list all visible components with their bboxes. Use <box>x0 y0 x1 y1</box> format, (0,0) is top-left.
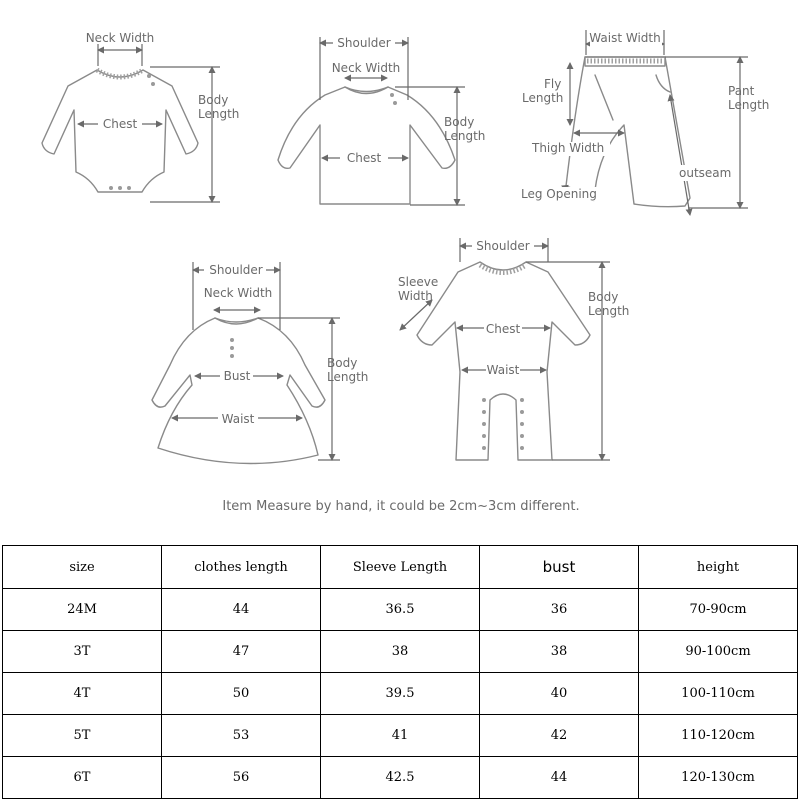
cell-sleeve-length: 36.5 <box>321 589 480 631</box>
romper-outline <box>417 262 590 460</box>
romper-body-label: Body <box>588 290 619 304</box>
pants-pant-label: Pant <box>728 84 755 98</box>
pants-pant-length-label: Length <box>728 98 770 112</box>
romper-diagram <box>398 238 629 460</box>
bodysuit-length-label: Length <box>198 107 240 121</box>
cell-clothes-length: 53 <box>162 715 321 757</box>
bodysuit-body-label: Body <box>198 93 229 107</box>
header-size: size <box>3 546 162 589</box>
romper-shoulder-label: Shoulder <box>476 239 530 253</box>
bodysuit-chest-label: Chest <box>102 117 138 131</box>
cell-height: 100-110cm <box>639 673 798 715</box>
top-chest-label: Chest <box>346 151 382 165</box>
cell-clothes-length: 47 <box>162 631 321 673</box>
pants-diagram <box>519 30 769 215</box>
table-row <box>3 631 798 673</box>
table-row <box>3 757 798 799</box>
dress-waist-label: Waist <box>221 412 255 426</box>
cell-size: 3T <box>3 631 162 673</box>
cell-size: 4T <box>3 673 162 715</box>
dress-shoulder-label: Shoulder <box>209 263 263 277</box>
top-body-label: Body <box>444 115 475 129</box>
bodysuit-diagram <box>42 31 239 202</box>
pants-waist-width-label: Waist Width <box>589 31 661 45</box>
top-shoulder-label: Shoulder <box>337 36 391 50</box>
pants-leg-opening-label: Leg Opening <box>521 187 597 201</box>
cell-sleeve-length: 41 <box>321 715 480 757</box>
cell-bust: 38 <box>480 631 639 673</box>
pants-outseam-label: outseam <box>679 166 732 180</box>
pants-fly-label: Fly <box>544 77 562 91</box>
cell-size: 6T <box>3 757 162 799</box>
pants-fly-length-label: Length <box>522 91 564 105</box>
header-clothes-length: clothes length <box>162 546 321 589</box>
cell-bust: 42 <box>480 715 639 757</box>
cell-clothes-length: 44 <box>162 589 321 631</box>
romper-waist-label: Waist <box>486 363 520 377</box>
cell-height: 120-130cm <box>639 757 798 799</box>
cell-sleeve-length: 38 <box>321 631 480 673</box>
romper-sleeve-width-label: Width <box>398 289 433 303</box>
table-row <box>3 589 798 631</box>
cell-height: 90-100cm <box>639 631 798 673</box>
dress-outline <box>152 318 325 464</box>
dress-length-label: Length <box>327 370 369 384</box>
bodysuit-outline <box>42 70 198 192</box>
measure-note: Item Measure by hand, it could be 2cm~3cm different. <box>222 499 580 514</box>
dress-bust-label: Bust <box>223 369 251 383</box>
dress-body-label: Body <box>327 356 358 370</box>
table-row <box>3 715 798 757</box>
bodysuit-neck-width-label: Neck Width <box>85 31 155 45</box>
cell-height: 70-90cm <box>639 589 798 631</box>
table-row <box>3 673 798 715</box>
romper-length-label: Length <box>588 304 630 318</box>
romper-chest-label: Chest <box>485 322 521 336</box>
cell-clothes-length: 56 <box>162 757 321 799</box>
header-height: height <box>639 546 798 589</box>
top-neck-width-label: Neck Width <box>331 61 401 75</box>
dress-neck-width-label: Neck Width <box>203 286 273 300</box>
top-diagram <box>278 34 485 205</box>
pants-outline <box>566 57 690 207</box>
header-bust: bust <box>480 546 639 589</box>
cell-height: 110-120cm <box>639 715 798 757</box>
romper-sleeve-label: Sleeve <box>398 275 439 289</box>
cell-size: 5T <box>3 715 162 757</box>
header-sleeve-length: Sleeve Length <box>321 546 480 589</box>
top-length-label: Length <box>444 129 486 143</box>
cell-clothes-length: 50 <box>162 673 321 715</box>
top-outline <box>278 87 455 204</box>
cell-bust: 40 <box>480 673 639 715</box>
cell-bust: 44 <box>480 757 639 799</box>
table-header-row <box>3 546 798 589</box>
cell-sleeve-length: 39.5 <box>321 673 480 715</box>
dress-diagram <box>152 262 368 464</box>
cell-bust: 36 <box>480 589 639 631</box>
size-table <box>2 545 798 799</box>
cell-sleeve-length: 42.5 <box>321 757 480 799</box>
pants-thigh-width-label: Thigh Width <box>532 141 605 155</box>
cell-size: 24M <box>3 589 162 631</box>
